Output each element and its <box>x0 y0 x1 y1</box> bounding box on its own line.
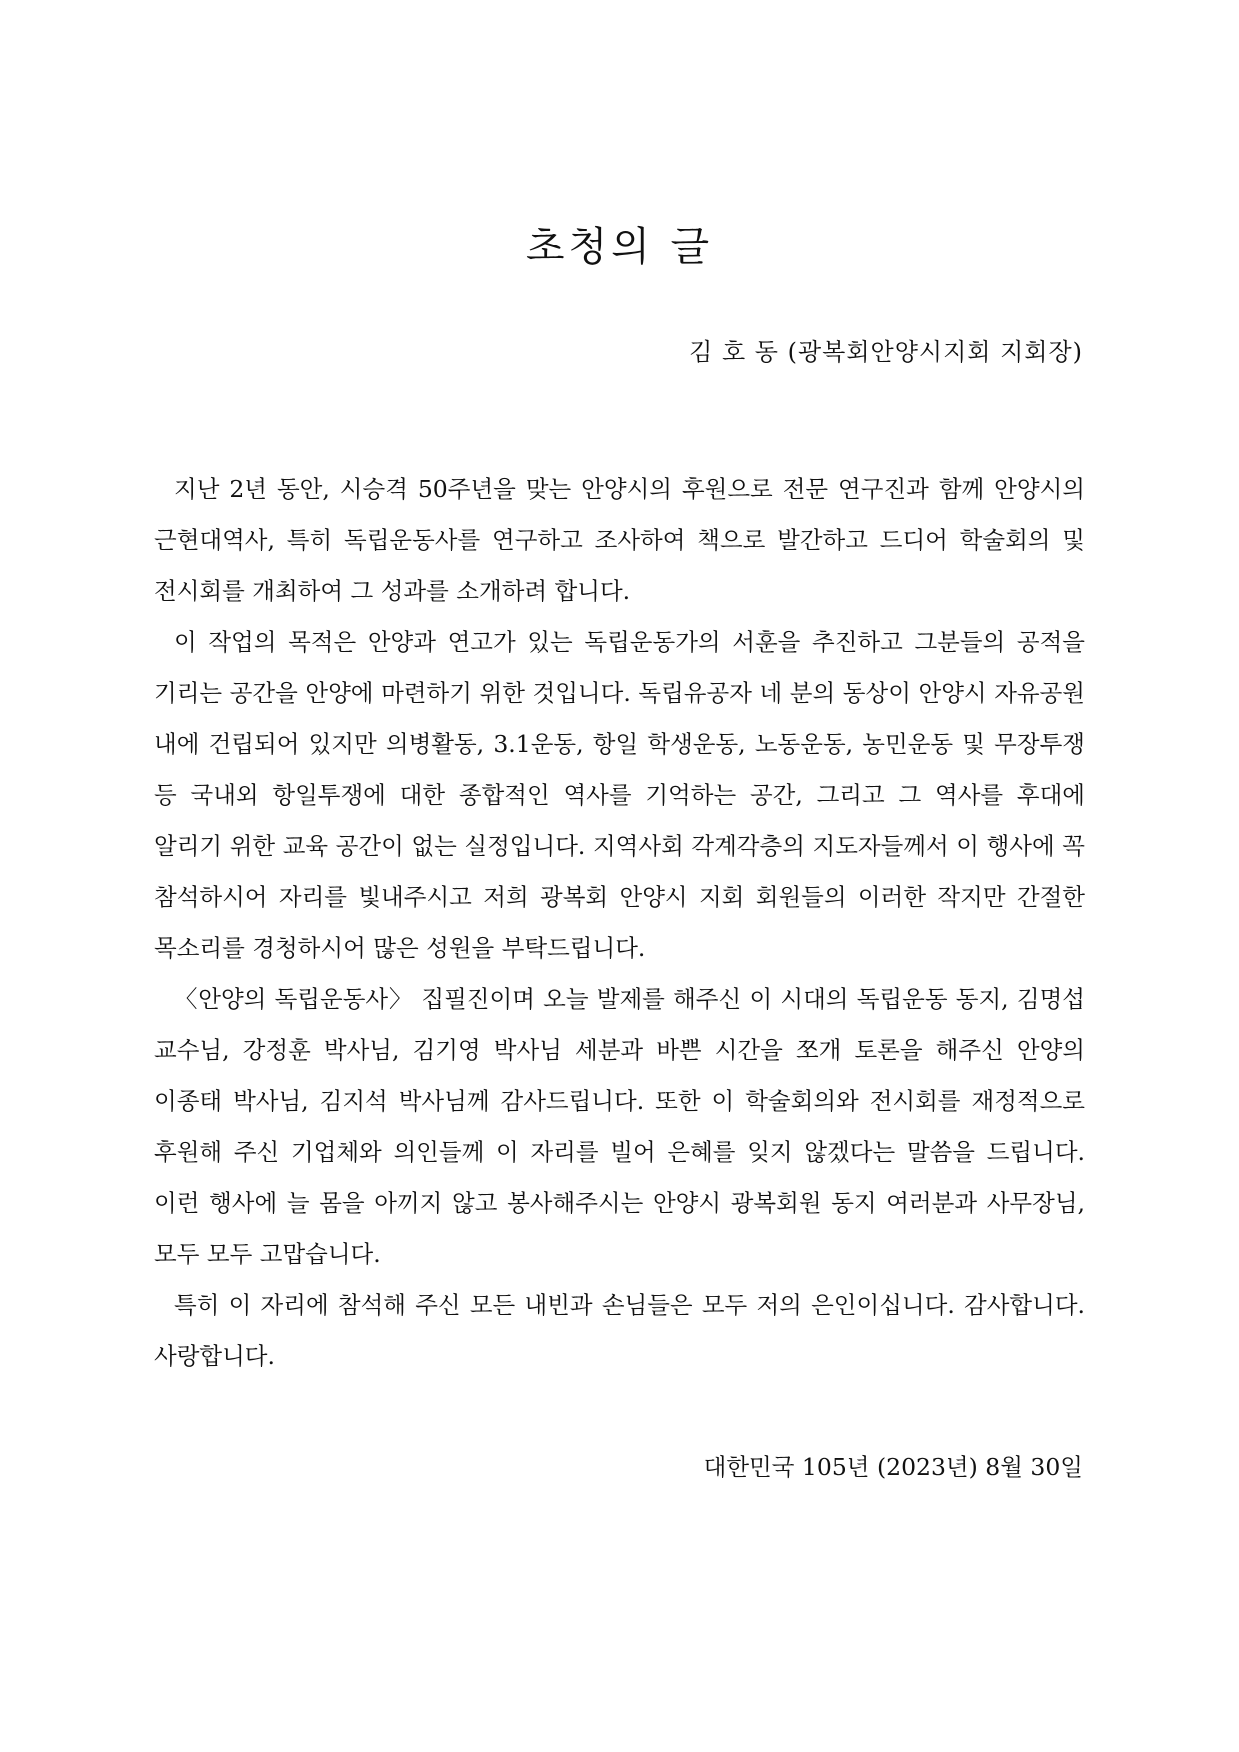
paragraph-3: 〈안양의 독립운동사〉 집필진이며 오늘 발제를 해주신 이 시대의 독립운동 동지, 김명섭 교수님, 강정훈 박사님, 김기영 박사님 세분과 바쁜 시간을 쪼개 토론을 해주신 안양의 이종태 박사님, 김지석 박사님께 감사드립니다. 또한 이 학술회의와 전시회를 재정적으로 후원해 주신 기업체와 의인들께 이 자리를 빌어 은혜를 잊지 않겠다는 말씀을 드립니다. 이런 행사에 늘 몸을 아끼지 않고 봉사해주시는 안양시 광복회원 동지 여러분과 사무장님, 모두 모두 고맙습니다. <box>154 985 1085 1268</box>
document-body <box>154 464 1085 1382</box>
paragraph-4: 특히 이 자리에 참석해 주신 모든 내빈과 손님들은 모두 저의 은인이십니다. 감사합니다. 사랑합니다. <box>154 1291 1085 1370</box>
author-line: 김 호 동 (광복회안양시지회 지회장) <box>689 338 1083 366</box>
document-title: 초청의 글 <box>525 224 714 270</box>
paragraph-1: 지난 2년 동안, 시승격 50주년을 맞는 안양시의 후원으로 전문 연구진과 함께 안양시의 근현대역사, 특히 독립운동사를 연구하고 조사하여 책으로 발간하고 드디어 학술회의 및 전시회를 개최하여 그 성과를 소개하려 합니다. <box>154 475 1085 605</box>
document-date: 대한민국 105년 (2023년) 8월 30일 <box>703 1453 1083 1481</box>
paragraph-2: 이 작업의 목적은 안양과 연고가 있는 독립운동가의 서훈을 추진하고 그분들의 공적을 기리는 공간을 안양에 마련하기 위한 것입니다. 독립유공자 네 분의 동상이 안양시 자유공원 내에 건립되어 있지만 의병활동, 3.1운동, 항일 학생운동, 노동운동, 농민운동 및 무장투쟁 등 국내외 항일투쟁에 대한 종합적인 역사를 기억하는 공간, 그리고 그 역사를 후대에 알리기 위한 교육 공간이 없는 실정입니다. 지역사회 각계각층의 지도자들께서 이 행사에 꼭 참석하시어 자리를 빛내주시고 저희 광복회 안양시 지회 회원들의 이러한 작지만 간절한 목소리를 경청하시어 많은 성원을 부탁드립니다. <box>154 628 1085 962</box>
